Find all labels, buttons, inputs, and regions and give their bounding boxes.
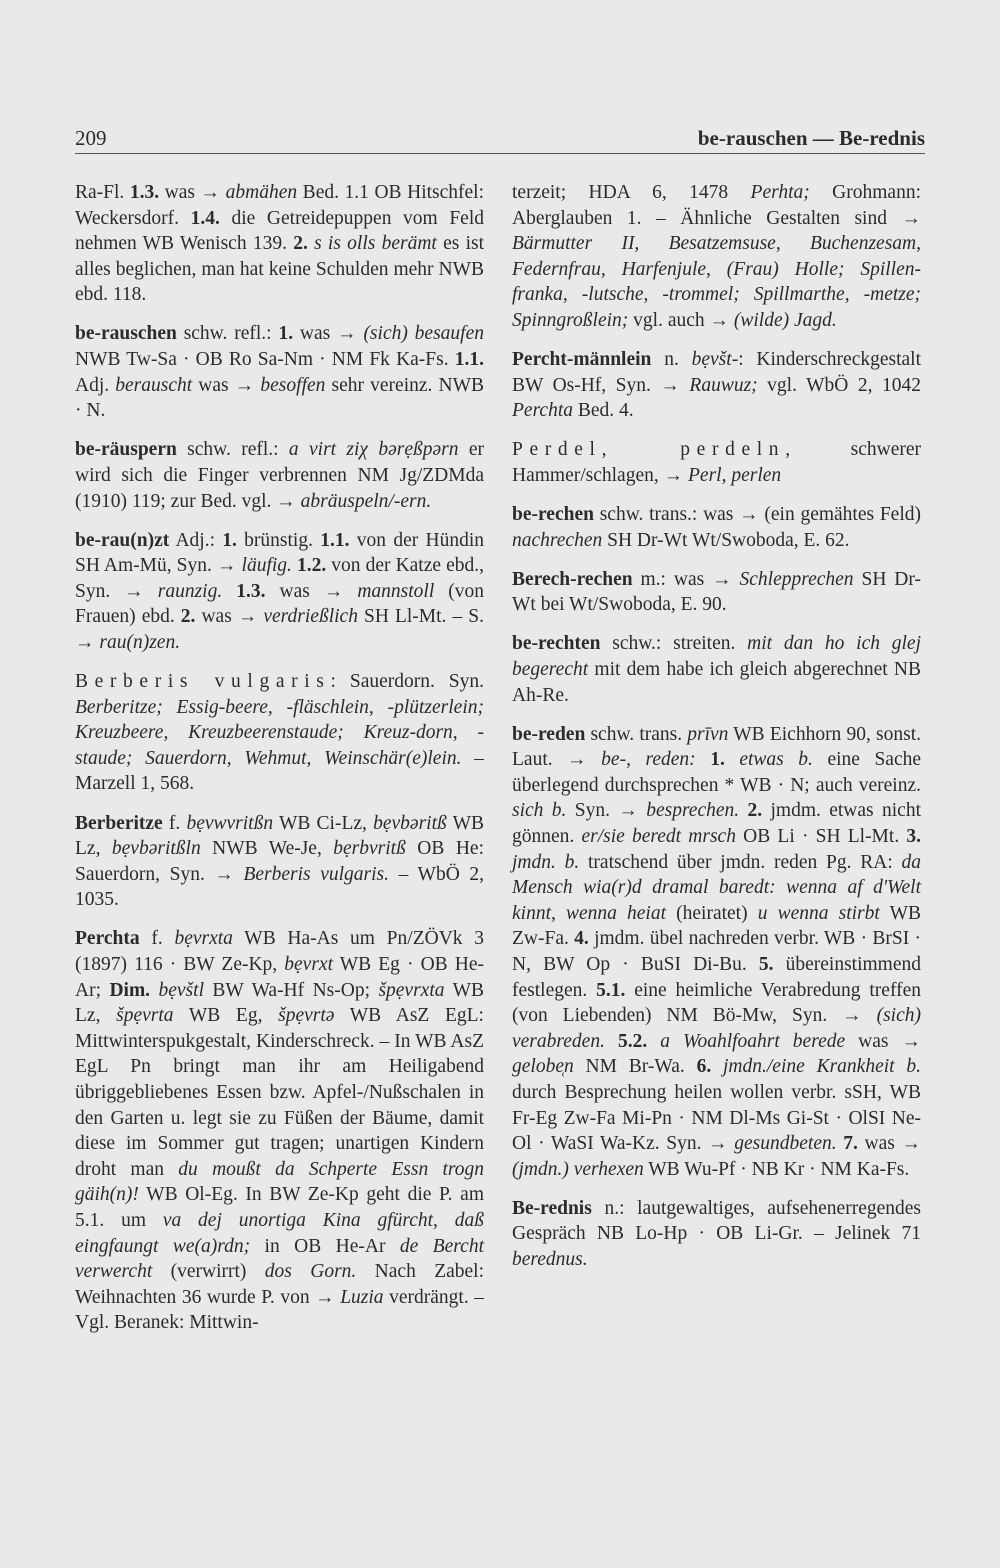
entry-text: be-, reden: bbox=[601, 749, 696, 771]
entry-text: 2. bbox=[747, 800, 763, 822]
lemma: be-räuspern bbox=[75, 439, 177, 461]
header-rule bbox=[75, 153, 925, 154]
entry-text: von der Katze ebd., Syn. → bbox=[75, 555, 484, 602]
lemma: be-rauschen bbox=[75, 323, 177, 345]
entry-percht-maennlein bbox=[512, 347, 921, 424]
entry-text: WB Eichhorn 90, sonst. Laut. → bbox=[512, 723, 921, 771]
entry-text: verdrießlich bbox=[263, 606, 358, 628]
entry-text: läufig. bbox=[241, 555, 292, 577]
entry-text: was → bbox=[159, 182, 226, 203]
entry-text: sich b. bbox=[512, 800, 567, 822]
entry-text: er wird sich die Finger verbrennen NM Jg/ZDMda (1910) 119; zur Bed. vgl. → bbox=[75, 439, 484, 512]
left-column bbox=[75, 180, 484, 1349]
entry-text: bẹvwvritßn bbox=[186, 812, 274, 834]
entry-text: SH Dr-Wt bei Wt/Swoboda, E. 90. bbox=[512, 568, 921, 616]
entry-text: schw. trans.: was → (ein gemähtes Feld) bbox=[593, 504, 921, 526]
lemma: Perchta bbox=[75, 928, 140, 950]
entry-text: 2. bbox=[293, 233, 308, 255]
entry-text: was → bbox=[857, 1133, 922, 1155]
entry-text: (sich) verabreden. bbox=[512, 1005, 921, 1052]
entry-text: NWB Tw-Sa · OB Ro Sa-Nm · NM Fk Ka-Fs. bbox=[75, 349, 455, 371]
entry-text: 1. bbox=[710, 749, 725, 771]
entry-text: besprechen. bbox=[646, 800, 740, 822]
entry-text: m.: was → bbox=[632, 568, 740, 590]
entry-text: a virt ziχ bərẹßpərn bbox=[288, 439, 459, 461]
entry-text: NWB We-Je, bbox=[200, 838, 334, 860]
entry-text: Luzia bbox=[340, 1286, 384, 1308]
entry-text: 1.4. bbox=[190, 207, 220, 229]
entry-text: bẹvrxt bbox=[284, 954, 334, 976]
entry-text: Dim. bbox=[109, 979, 151, 1001]
entry-text: WB Eg · OB He-Ar; bbox=[75, 954, 484, 1001]
entry-text: berauscht bbox=[115, 374, 193, 396]
entry-text: 3. bbox=[906, 826, 922, 848]
entry-text: was → bbox=[293, 323, 364, 345]
lemma: Berech-rechen bbox=[512, 568, 633, 590]
entry-text bbox=[711, 1056, 723, 1077]
entry-text: špẹvrtə bbox=[278, 1005, 335, 1027]
entry-text: gesundbeten. bbox=[734, 1133, 837, 1155]
entry-be-raunzt bbox=[75, 528, 484, 656]
entry-be-rauschen bbox=[75, 321, 484, 423]
entry-berberitze bbox=[75, 811, 484, 913]
entry-text: jmdn./eine Krankheit b. bbox=[723, 1056, 922, 1078]
entry-be-raeuspern bbox=[75, 437, 484, 514]
entry-text: : Sauerdorn. Syn. bbox=[330, 671, 485, 693]
entry-text: f. bbox=[139, 928, 175, 950]
entry-text: va dej unortiga Kina gfürcht, daß eingfaungt we(a)rdn; bbox=[75, 1209, 485, 1257]
entry-text: Bärmutter II, Besatzemsuse, Buchenzesam, Federnfrau, Harfenjule, (Frau) Holle; Spillen-franka, -lutsche, -trommel; Spillmarthe, -metze; Spinngroßlein; bbox=[512, 233, 921, 331]
entry-text: : Kinderschreckgestalt BW Os-Hf, Syn. → bbox=[512, 349, 922, 396]
entry-text: WB Zw-Fa. bbox=[512, 902, 921, 950]
entry-text bbox=[725, 749, 740, 770]
page-number: 209 bbox=[75, 126, 107, 150]
entry-text: sehr vereinz. NWB · N. bbox=[75, 374, 485, 422]
entry-text: dos Gorn. bbox=[264, 1261, 357, 1283]
entry-text: etwas b. bbox=[739, 749, 813, 771]
entry-text: (jmdn.) verhexen bbox=[512, 1158, 644, 1180]
entry-text: Nach Zabel: Weihnachten 36 wurde P. von → bbox=[75, 1261, 485, 1308]
entry-perchta bbox=[75, 926, 484, 1336]
entry-text: n. bbox=[651, 349, 692, 371]
entry-text: – Marzell 1, 568. bbox=[75, 747, 484, 795]
entry-text: (verwirrt) bbox=[152, 1261, 265, 1283]
lemma: Berberitze bbox=[75, 812, 163, 834]
lemma: Perdel, perdeln bbox=[512, 439, 786, 461]
entry-text: u wenna stirbt bbox=[757, 902, 880, 924]
entry-text: schw. refl.: bbox=[176, 439, 289, 461]
entry-text bbox=[222, 581, 236, 602]
entry-text bbox=[605, 1031, 618, 1052]
entry-berberis-vulgaris bbox=[75, 669, 484, 797]
entry-text: du moußt da Schperte Essn trogn gäih(n)! bbox=[75, 1158, 485, 1206]
entry-text: Ra-Fl. bbox=[75, 182, 130, 203]
entry-text bbox=[647, 1031, 660, 1052]
lemma: be-rau(n)zt bbox=[75, 529, 170, 551]
entry-text: was → bbox=[265, 580, 358, 602]
entry-text: Berberitze; Essig-beere, -fläschlein, -plützerlein; Kreuzbeere, Kreuzbeerenstaude; Kreuz-dorn, -staude; Sauerdorn, Wehmut, Weinschär(e)lein. bbox=[75, 696, 484, 769]
entry-be-rednis bbox=[512, 1196, 921, 1273]
entry-text: (heiratet) bbox=[666, 902, 758, 924]
entry-text: von der Hündin SH Am-Mü, Syn. → bbox=[75, 529, 484, 577]
entry-text: jmdm. übel nachreden verbr. WB · BrSI · N, BW Op · BuSI Di-Bu. bbox=[512, 928, 921, 976]
entry-text: bẹvrxta bbox=[174, 928, 233, 950]
entry-be-rechten bbox=[512, 631, 921, 708]
entry-text: Adj.: bbox=[169, 529, 223, 551]
entry-text: OB He: Sauerdorn, Syn. → bbox=[75, 838, 484, 885]
entry-perchta-continued bbox=[512, 180, 921, 334]
entry-text bbox=[739, 800, 747, 821]
entry-text: 6. bbox=[696, 1056, 712, 1078]
entry-text: was → bbox=[195, 606, 264, 628]
entry-text: vgl. auch → bbox=[628, 309, 734, 331]
entry-text: WB Lz, bbox=[75, 812, 484, 860]
entry-berech-rechen bbox=[512, 567, 921, 618]
entry-text: terzeit; HDA 6, 1478 bbox=[512, 182, 751, 203]
entry-text: OB Li · SH Ll-Mt. bbox=[735, 826, 907, 848]
entry-text: WB Ol-Eg. In BW Ze-Kp geht die P. am 5.1. um bbox=[75, 1184, 484, 1231]
entry-text: was → bbox=[845, 1030, 921, 1052]
entry-text: Grohmann: Aberglauben 1. – Ähnliche Gestalten sind → bbox=[512, 182, 921, 229]
entry-text: Perhta; bbox=[750, 182, 810, 203]
entry-text: Schlepprechen bbox=[739, 568, 854, 590]
entry-text: s is olls berämt bbox=[314, 233, 437, 255]
entry-text: f. bbox=[162, 812, 187, 834]
entry-text: jmdn. b. bbox=[512, 851, 580, 873]
entry-text: (wilde) Jagd. bbox=[733, 309, 837, 331]
entry-text: Syn. → bbox=[566, 800, 647, 822]
entry-text: Adj. bbox=[75, 374, 116, 396]
entry-be-rechen bbox=[512, 502, 921, 553]
entry-text: WB AsZ EgL: Mittwinterspukgestalt, Kinderschreck. – In WB AsZ EgL Pn bringt man ihr am Heiligabend übriggebliebenes Essen bzw. Apfel-/Nußschalen in den Garten u. legt sie zu Füßen der Bäume, damit diese im Sommer gut tragen; unartigen Kindern droht man bbox=[75, 1005, 484, 1180]
entry-text: in OB He-Ar bbox=[250, 1235, 400, 1257]
entry-text: die Getreidepuppen vom Feld nehmen WB Wenisch 139. bbox=[75, 207, 484, 255]
entry-be-reden bbox=[512, 722, 921, 1183]
entry-text: schw. refl.: bbox=[176, 323, 279, 345]
entry-text: a Woahlfoahrt berede bbox=[660, 1030, 846, 1052]
entry-text: NM Br-Wa. bbox=[573, 1056, 697, 1078]
entry-text: , schwerer Hammer/schlagen, → bbox=[512, 439, 921, 486]
entry-text: durch Besprechung heilen wollen verbr. sSH, WB Fr-Eg Zw-Fa Mi-Pn · NM Dl-Ms Gi-St · OlSI Ne-Ol · WaSI Wa-Kz. Syn. → bbox=[512, 1082, 921, 1155]
entry-text: nachrechen bbox=[512, 529, 603, 551]
entry-text: SH Ll-Mt. – S. → bbox=[75, 606, 484, 653]
entry-text: brünstig. bbox=[236, 529, 321, 551]
entry-text: špẹvrta bbox=[116, 1005, 174, 1027]
entry-text: Perchta bbox=[512, 400, 574, 422]
entry-text: špẹvrxta bbox=[378, 979, 445, 1001]
entry-text: tratschend über jmdn. reden Pg. RA: bbox=[579, 851, 902, 873]
entry-text: bẹvšt- bbox=[691, 349, 739, 371]
entry-text: schw.: streiten. bbox=[600, 633, 748, 655]
entry-text: rau(n)zen. bbox=[99, 632, 181, 653]
entry-text: WB Ci-Lz, bbox=[273, 812, 374, 834]
entry-text: es ist alles beglichen, man hat keine Schulden mehr NWB ebd. 118. bbox=[75, 233, 484, 306]
lemma: be-rechen bbox=[512, 504, 594, 526]
entry-text: 5.2. bbox=[617, 1030, 648, 1052]
entry-text: 1. bbox=[222, 529, 237, 551]
entry-text: bẹvštl bbox=[158, 979, 204, 1001]
entry-text: WB Lz, bbox=[75, 979, 484, 1027]
entry-text: Bed. 4. bbox=[573, 400, 634, 422]
entry-text: 1. bbox=[278, 323, 294, 345]
lemma: Berberis vulgaris bbox=[75, 671, 331, 693]
entry-text: WB Ha-As um Pn/ZÖVk 3 (1897) 116 · BW Ze-Kp, bbox=[75, 928, 484, 976]
entry-text: verdrängt. – Vgl. Beranek: Mittwin- bbox=[75, 1286, 485, 1334]
entry-text: 1.1. bbox=[320, 529, 350, 551]
entry-text: da Mensch wia(r)d dramal baredt: wenna af d'Welt kinnt, wenna heiat bbox=[512, 851, 921, 924]
entry-text bbox=[150, 980, 158, 1001]
entry-text: Berberis vulgaris. bbox=[243, 863, 389, 885]
entry-text: 5.1. bbox=[596, 979, 626, 1001]
entry-text: WB Eg, bbox=[173, 1005, 279, 1027]
entry-text: Perl, perlen bbox=[688, 464, 782, 486]
entry-text: de Bercht verwercht bbox=[75, 1235, 484, 1283]
entry-text: Bed. 1.1 OB Hitschfel: Weckersdorf. bbox=[75, 182, 485, 229]
entry-text: abräuspeln/-ern. bbox=[300, 490, 432, 512]
entry-text: gelobe̜n bbox=[512, 1056, 574, 1078]
entry-text: 7. bbox=[843, 1133, 858, 1155]
entry-text: 2. bbox=[180, 606, 196, 628]
running-title: be-rauschen — Be-rednis bbox=[697, 126, 925, 150]
entry-text: was → bbox=[192, 374, 261, 396]
entry-text: – WbÖ 2, 1035. bbox=[75, 863, 484, 911]
entry-text: eine Sache überlegend durchsprechen * WB · N; auch vereinz. bbox=[512, 749, 922, 796]
entry-text: er/sie beredt mrsch bbox=[581, 826, 736, 848]
entry-text: n.: lautgewaltiges, aufsehenerregendes Gespräch NB Lo-Hp · OB Li-Gr. – Jelinek 71 bbox=[512, 1197, 921, 1245]
entry-text: 1.1. bbox=[454, 349, 484, 371]
entry-text: vgl. WbÖ 2, 1042 bbox=[757, 374, 921, 396]
entry-text: 1.3. bbox=[236, 580, 266, 602]
entry-text: besoffen bbox=[260, 374, 326, 396]
entry-text: 1.2. bbox=[296, 555, 327, 577]
entry-text: prīvn bbox=[687, 723, 729, 745]
entry-text: 1.3. bbox=[129, 182, 160, 203]
entry-text: 4. bbox=[574, 928, 589, 950]
entry-text: WB Wu-Pf · NB Kr · NM Ka-Fs. bbox=[643, 1158, 910, 1180]
entry-text: schw. trans. bbox=[585, 723, 688, 745]
entry-perdel bbox=[512, 437, 921, 488]
lemma: Percht-männlein bbox=[512, 349, 652, 371]
lemma: Be-rednis bbox=[512, 1197, 592, 1219]
entry-continuation bbox=[75, 180, 484, 308]
entry-text: bẹrbvritß bbox=[333, 838, 406, 860]
entry-text: eine heimliche Verabredung treffen (von Liebenden) NM Bö-Mw, Syn. → bbox=[512, 979, 921, 1027]
entry-text: bẹvbəritß bbox=[373, 812, 447, 834]
lemma: be-reden bbox=[512, 723, 586, 745]
entry-text: (von Frauen) ebd. bbox=[75, 580, 485, 628]
entry-text: mit dan ho ich glej begerecht bbox=[512, 633, 922, 680]
entry-text: jmdm. etwas nicht gönnen. bbox=[512, 800, 921, 848]
entry-text: berednus. bbox=[512, 1249, 588, 1271]
entry-text: 5. bbox=[758, 954, 774, 976]
entry-text: mannstoll bbox=[357, 580, 435, 602]
entry-text: abmähen bbox=[225, 182, 298, 203]
entry-text: Rauwuz; bbox=[689, 374, 758, 396]
entry-text: übereinstimmend festlegen. bbox=[512, 954, 922, 1001]
entry-text bbox=[696, 749, 711, 770]
right-column bbox=[512, 180, 921, 1286]
lemma: be-rechten bbox=[512, 633, 601, 655]
entry-text: bẹvbəritßln bbox=[111, 838, 201, 860]
entry-text: BW Wa-Hf Ns-Op; bbox=[203, 979, 379, 1001]
entry-text: SH Dr-Wt Wt/Swoboda, E. 62. bbox=[602, 529, 850, 551]
entry-text: raunzig. bbox=[157, 580, 223, 602]
entry-text: mit dem habe ich gleich abgerechnet NB Ah-Re. bbox=[512, 659, 921, 706]
entry-text: (sich) besaufen bbox=[363, 323, 485, 345]
